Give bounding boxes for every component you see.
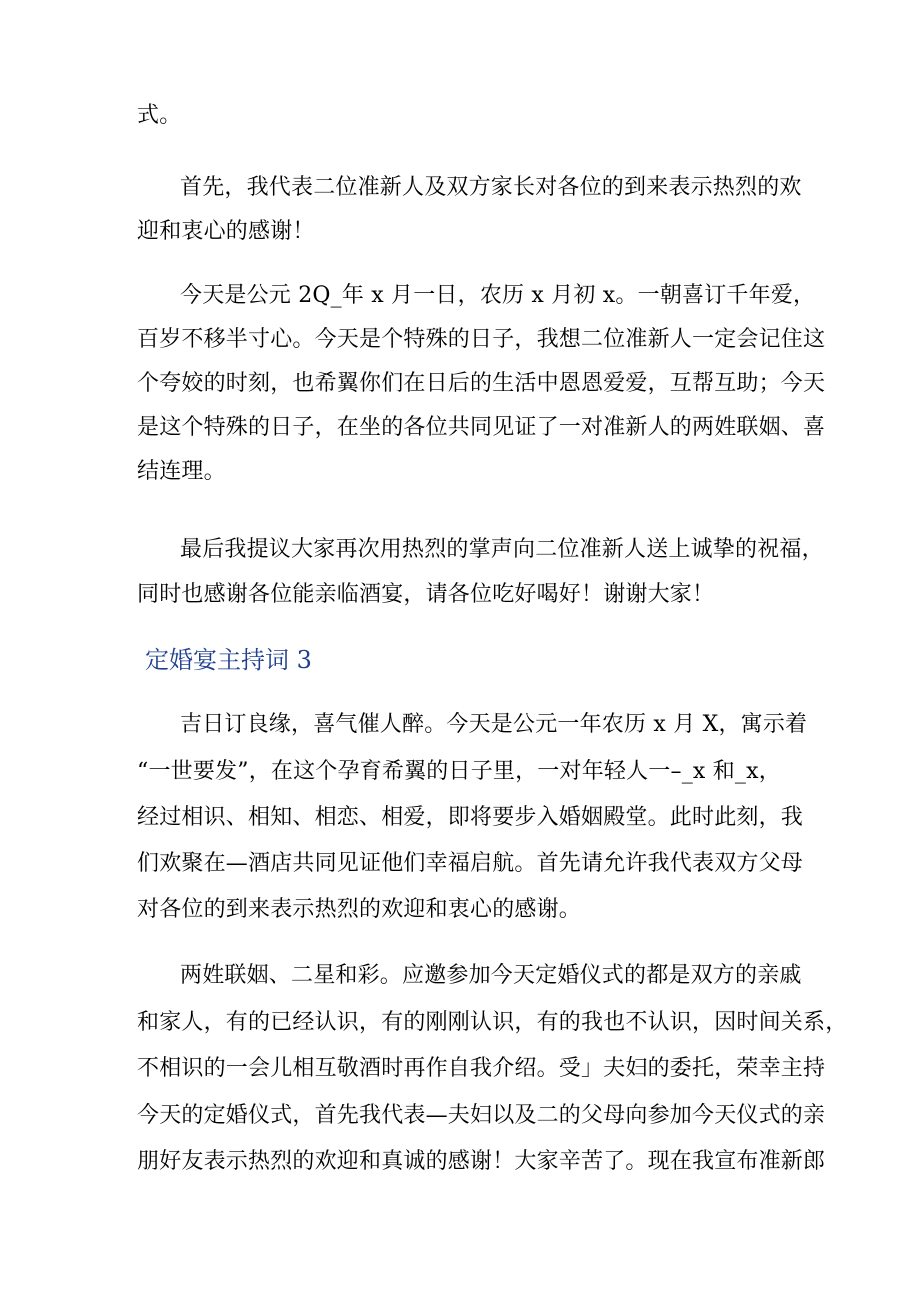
text-line: 对各位的到来表示热烈的欢迎和衷心的感谢。 (137, 897, 582, 922)
text-line: 百岁不移半寸心。今天是个特殊的日子，我想二位准新人一定会记住这 (137, 327, 826, 352)
section-heading: 定婚宴主持词 3 (145, 646, 312, 674)
text-line: 最后我提议大家再次用热烈的掌声向二位准新人送上诚挚的祝福， (180, 537, 824, 562)
text-line: 是这个特殊的日子，在坐的各位共同见证了一对准新人的两姓联姻、喜 (137, 415, 826, 440)
text-line: 迎和衷心的感谢！ (137, 219, 315, 244)
text-line: “一世要发”，在这个孕育希翼的日子里，一对年轻人一–_x 和_x， (137, 759, 781, 784)
text-line: 个夸姣的时刻，也希翼你们在日后的生活中恩恩爱爱，互帮互助；今天 (137, 371, 826, 396)
text-line: 今天是公元 2Q_年 x 月一日，农历 x 月初 x。一朝喜订千年爱， (180, 283, 816, 308)
text-line: 式。 (137, 103, 182, 128)
text-line: 两姓联姻、二星和彩。应邀参加今天定婚仪式的都是双方的亲戚 (180, 963, 802, 988)
text-line: 今天的定婚仪式，首先我代表—夫妇以及二的父母向参加今天仪式的亲 (137, 1103, 826, 1128)
text-line: 不相识的一会儿相互敬酒时再作自我介绍。受」夫妇的委托，荣幸主持 (137, 1056, 826, 1081)
text-line: 结连理。 (137, 459, 226, 484)
text-line: 和家人，有的已经认识，有的刚刚认识，有的我也不认识，因时间关系， (137, 1010, 848, 1035)
text-line: 朋好友表示热烈的欢迎和真诚的感谢！大家辛苦了。现在我宣布准新郎 (137, 1149, 826, 1174)
text-line: 同时也感谢各位能亲临酒宴，请各位吃好喝好！谢谢大家！ (137, 582, 715, 607)
text-line: 经过相识、相知、相恋、相爱，即将要步入婚姻殿堂。此时此刻，我 (137, 805, 804, 830)
text-line: 们欢聚在—酒店共同见证他们幸福启航。首先请允许我代表双方父母 (137, 851, 804, 876)
text-line: 吉日订良缘，喜气催人醉。今天是公元一年农历 x 月 X，寓示着 (180, 712, 808, 737)
text-line: 首先，我代表二位准新人及双方家长对各位的到来表示热烈的欢 (180, 175, 802, 200)
